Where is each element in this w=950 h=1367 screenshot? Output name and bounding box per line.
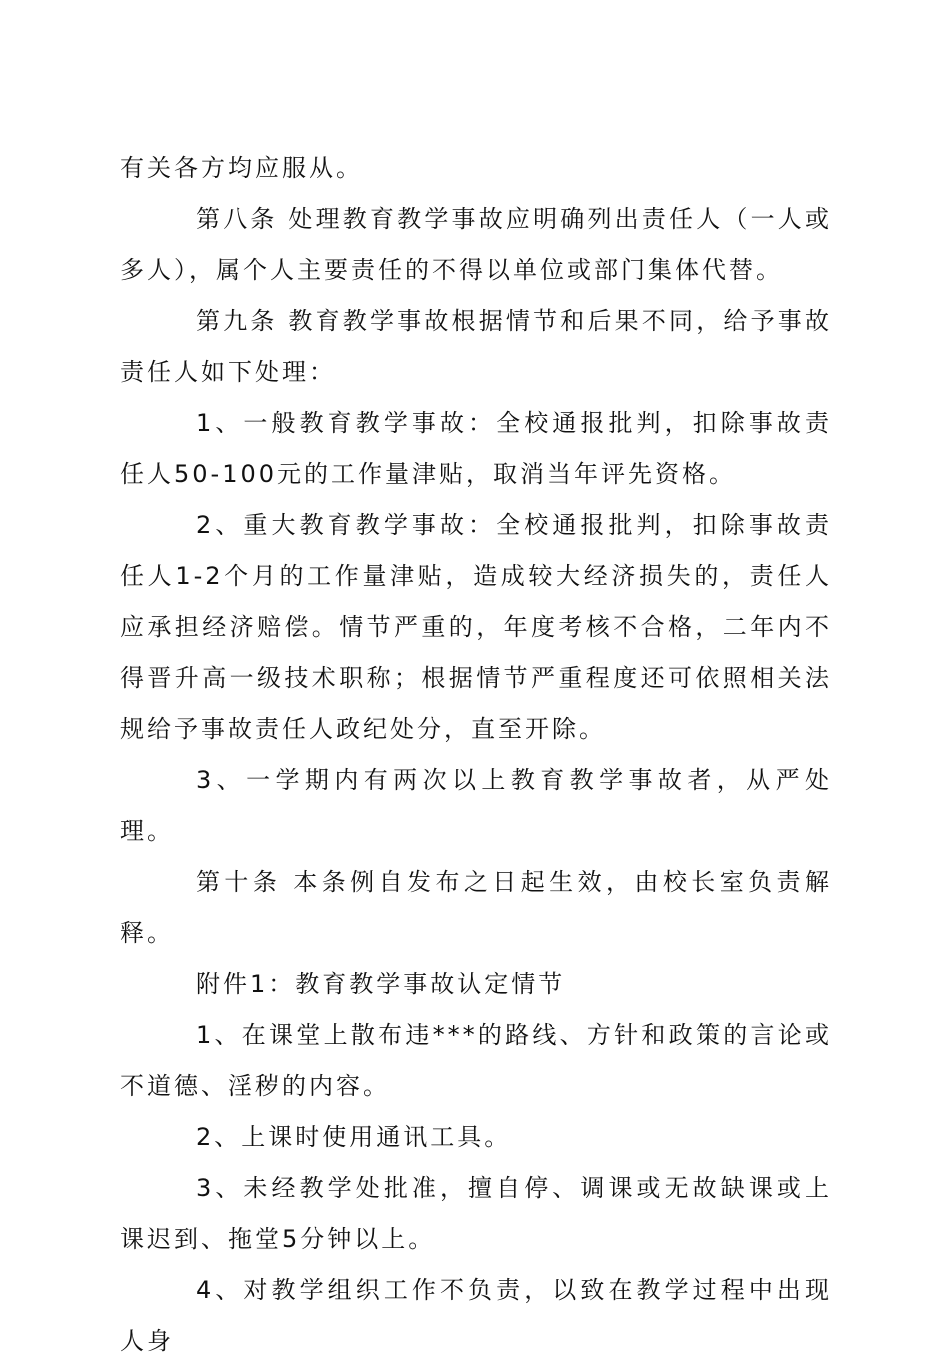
paragraph-appendix-item-3: 3、未经教学处批准，擅自停、调课或无故缺课或上课迟到、拖堂5分钟以上。 [120, 1174, 832, 1253]
paragraph-item-3: 3、一学期内有两次以上教育教学事故者，从严处理。 [120, 766, 832, 845]
document-body [120, 143, 832, 1367]
paragraph-article-9: 第九条 教育教学事故根据情节和后果不同，给予事故责任人如下处理： [120, 307, 832, 386]
paragraph-item-2: 2、重大教育教学事故：全校通报批判，扣除事故责任人1-2个月的工作量津贴，造成较大经济损失的，责任人应承担经济赔偿。情节严重的，年度考核不合格，二年内不得晋升高一级技术职称；根据情节严重程度还可依照相关法规给予事故责任人政纪处分，直至开除。 [120, 511, 832, 743]
paragraph-article-10: 第十条 本条例自发布之日起生效，由校长室负责解释。 [120, 868, 832, 947]
paragraph-1: 有关各方均应服从。 [120, 154, 363, 182]
paragraph-appendix-item-2: 2、上课时使用通讯工具。 [196, 1123, 512, 1151]
paragraph-article-8: 第八条 处理教育教学事故应明确列出责任人（一人或多人），属个人主要责任的不得以单位或部门集体代替。 [120, 205, 832, 284]
paragraph-appendix-item-4: 4、对教学组织工作不负责，以致在教学过程中出现人身 [120, 1276, 832, 1355]
paragraph-item-1: 1、一般教育教学事故：全校通报批判，扣除事故责任人50-100元的工作量津贴，取消当年评先资格。 [120, 409, 832, 488]
paragraph-appendix-item-1: 1、在课堂上散布违***的路线、方针和政策的言论或不道德、淫秽的内容。 [120, 1021, 832, 1100]
paragraph-appendix-title: 附件1：教育教学事故认定情节 [196, 970, 566, 998]
